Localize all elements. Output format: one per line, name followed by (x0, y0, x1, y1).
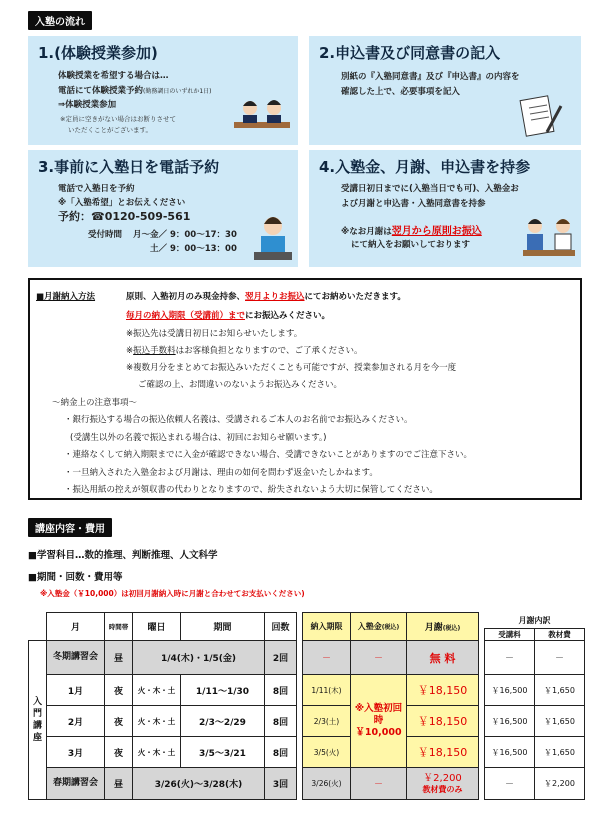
notice-line: 毎月の納入期限（受講前）までにお振込みください。 (126, 311, 331, 321)
payment-method-box (28, 278, 582, 500)
notice-line: ・連絡なくして納入期限までに入金が確認できない場合、受講できないことがありますのでご注意下さい。 (64, 450, 473, 460)
step-2-line: 別紙の『入塾同意書』及び『申込書』の内容を (341, 72, 520, 82)
notice-line: ※振込手数料はお客様負担となりますので、ご了承ください。 (126, 346, 363, 356)
step-3-title: 3.事前に入塾日を電話予約 (38, 158, 220, 176)
step-4-line: 受講日初日までに(入塾当日でも可)、入塾金お (341, 184, 519, 194)
receptionist-illustration (252, 212, 294, 262)
col-deadline: 納入期限 (303, 613, 351, 641)
step-4-note: ※なお月謝は翌月から原則お振込 (341, 226, 482, 237)
step-1-line: 体験授業を希望する場合は… (58, 71, 169, 81)
step-4-panel (309, 150, 581, 267)
notice-line: 原則、入塾初月のみ現金持参、翌月よりお振込にてお納めいただきます。 (126, 292, 406, 302)
notice-line: ご確認の上、お間違いのないようお振込みください。 (138, 380, 343, 390)
subjects-line: ■学習科目…数的推理、判断推理、人文科学 (28, 550, 218, 561)
step-1-note: ※定員に空きがない場合はお断りさせて (60, 115, 176, 123)
document-pen-icon (517, 92, 565, 138)
table-row: 3月 夜 火・木・土 3/5～3/21 8回 3/5(火) ￥18,150 ￥16,500 ￥1,650 (29, 737, 585, 768)
notice-line: ・振込用紙の控えが領収書の代わりとなりますので、紛失されないよう大切に保管してください。 (64, 485, 438, 495)
col-slot: 時間帯 (105, 613, 133, 641)
step-1-line: 電話にて体験授業予約(勤務調日のいずれか1日) (58, 86, 212, 96)
entry-fee-note: ※入塾金（￥10,000）は初回月謝納入時に月謝と合わせてお支払いください) (40, 589, 305, 598)
payment-method-label: ■月謝納入方法 (36, 292, 96, 302)
entry-fee-merged: ※入塾初回時￥10,000 (351, 675, 407, 768)
notice-line: ※複数月分をまとめてお振込みいただくことも可能ですが、授業参加される月を今一度 (126, 363, 457, 373)
hours-weekday: 月～金／ 9：00～17：30 (133, 230, 237, 240)
phone-number: 予約：☎0120-509-561 (58, 210, 191, 223)
section-header-course: 講座内容・費用 (28, 518, 112, 537)
step-2-line: 確認した上で、必要事項を記入 (341, 87, 460, 97)
notice-line: ・銀行振込する場合の振込依頼人名義は、受講されるご本人のお名前でお振込みください。 (64, 415, 413, 425)
hours-label: 受付時間 (88, 230, 123, 240)
col-period: 期間 (181, 613, 265, 641)
step-1-panel (28, 36, 298, 145)
step-2-title: 2.申込書及び同意書の記入 (319, 44, 501, 62)
period-label: ■期間・回数・費用等 (28, 572, 123, 583)
section-header-flow: 入塾の流れ (28, 11, 92, 30)
fee-table (28, 612, 585, 800)
step-4-note: にて納入をお願いしております (351, 240, 471, 250)
step-3-line: 電話で入塾日を予約 (58, 184, 135, 194)
step-3-line: ※「入塾希望」とお伝えください (58, 198, 186, 208)
payment-illustration (521, 212, 577, 262)
step-2-panel (309, 36, 581, 145)
col-lecture-fee: 受講料 (485, 629, 535, 641)
table-row: 1月 夜 火・木・土 1/11～1/30 8回 1/11(木) ※入塾初回時￥10,000 ￥18,150 ￥16,500 ￥1,650 (29, 675, 585, 706)
students-illustration (232, 88, 292, 140)
step-4-title: 4.入塾金、月謝、申込書を持参 (319, 158, 531, 176)
notice-subheading: ～納金上の注意事項～ (52, 398, 138, 408)
notice-line: (受講生以外の名義で振込まれる場合は、初回にお知らせ願います。) (70, 433, 327, 443)
notice-line: ※振込先は受講日初日にお知らせいたします。 (126, 329, 303, 339)
table-row: 2月 夜 火・木・土 2/3～2/29 8回 2/3(土) ￥18,150 ￥16,500 ￥1,650 (29, 706, 585, 737)
hours-saturday: 土／ 9：00～13：00 (150, 244, 237, 254)
col-material-fee: 教材費 (535, 629, 585, 641)
col-monthly-fee: 月謝(税込) (407, 613, 479, 641)
table-row: 春期講習会 昼 3/26(火)～3/28(木) 3回 3/26(火) － ￥2,200 教材費のみ － ￥2,200 (29, 768, 585, 800)
step-1-note: いただくことがございます。 (68, 126, 152, 134)
col-entry-fee: 入塾金(税込) (351, 613, 407, 641)
col-month: 月 (47, 613, 105, 641)
step-4-line: よび月謝と申込書・入塾同意書を持参 (341, 199, 486, 209)
col-breakdown: 月謝内訳 (485, 613, 585, 629)
step-1-line: ⇒体験授業参加 (58, 100, 117, 110)
step-3-panel (28, 150, 298, 267)
intro-course-label: 入門講座 (29, 641, 47, 800)
notice-line: ・一旦納入された入塾金および月謝は、理由の如何を問わず返金いたしかねます。 (64, 468, 378, 478)
table-row: 入門講座 冬期講習会 昼 1/4(木)・1/5(金) 2回 － － 無 料 － － (29, 641, 585, 675)
col-count: 回数 (265, 613, 297, 641)
col-day: 曜日 (133, 613, 181, 641)
step-1-title: 1.(体験授業参加) (38, 44, 158, 62)
